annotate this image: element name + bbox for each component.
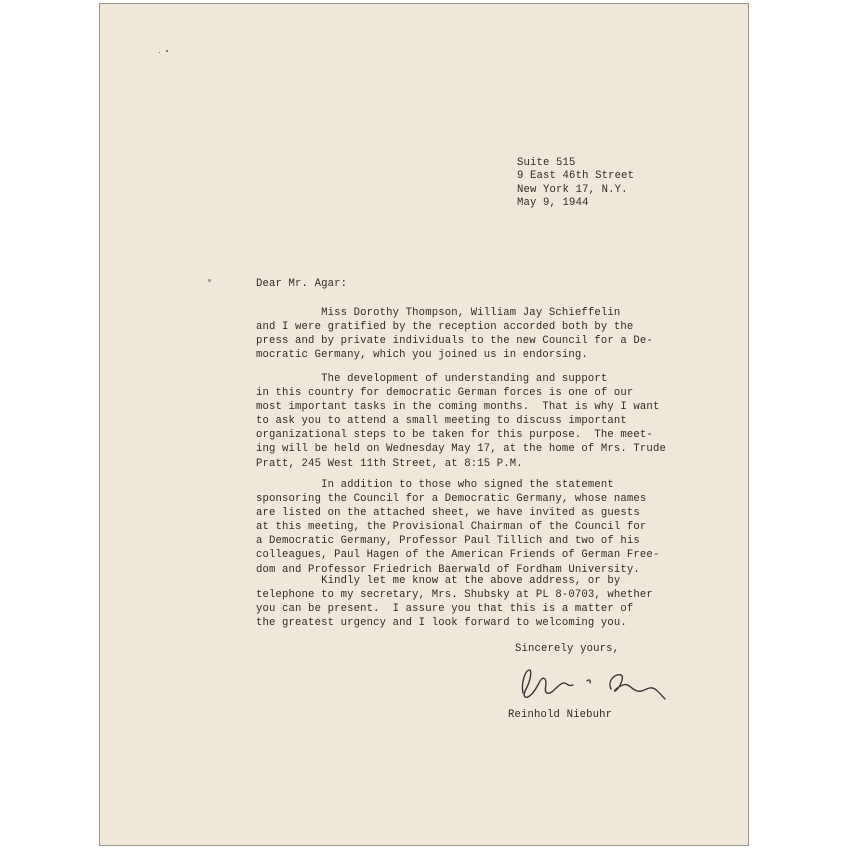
paragraph-line: a Democratic Germany, Professor Paul Tillich and two of his xyxy=(256,535,640,548)
address-street: 9 East 46th Street xyxy=(517,170,635,183)
salutation: Dear Mr. Agar: xyxy=(256,278,348,290)
paragraph-line: ing will be held on Wednesday May 17, at the home of Mrs. Trude xyxy=(256,443,666,456)
paragraph-line: organizational steps to be taken for this purpose. The meet- xyxy=(256,429,653,442)
paragraph-4 xyxy=(256,574,653,630)
letter-date: May 9, 1944 xyxy=(517,197,589,210)
paragraph-line: The development of understanding and support xyxy=(256,373,608,385)
paragraph-line: are listed on the attached sheet, we have invited as guests xyxy=(256,507,640,520)
return-address xyxy=(517,157,634,211)
paper-speck xyxy=(208,279,211,282)
paragraph-2 xyxy=(256,372,666,471)
paragraph-line: the greatest urgency and I look forward to welcoming you. xyxy=(256,617,627,630)
address-city: New York 17, N.Y. xyxy=(517,183,628,196)
paragraph-line: in this country for democratic German forces is one of our xyxy=(256,387,634,400)
complimentary-close: Sincerely yours, xyxy=(515,643,620,655)
paragraph-line: press and by private individuals to the new Council for a De- xyxy=(256,335,653,348)
paragraph-line: most important tasks in the coming months. That is why I want xyxy=(256,401,660,414)
paragraph-line: Kindly let me know at the above address, or by xyxy=(256,575,621,587)
paragraph-line: and I were gratified by the reception accorded both by the xyxy=(256,321,634,334)
paragraph-line: Pratt, 245 West 11th Street, at 8:15 P.M. xyxy=(256,457,523,470)
paragraph-line: to ask you to attend a small meeting to discuss important xyxy=(256,415,627,428)
signer-name: Reinhold Niebuhr xyxy=(508,709,613,721)
handwritten-signature xyxy=(515,659,670,707)
paper-speck xyxy=(159,52,160,53)
letter-page xyxy=(99,3,749,846)
paragraph-line: you can be present. I assure you that this is a matter of xyxy=(256,603,634,616)
paper-speck xyxy=(166,50,168,52)
paragraph-line: Miss Dorothy Thompson, William Jay Schieffelin xyxy=(256,307,621,319)
paragraph-1 xyxy=(256,306,653,362)
paragraph-line: mocratic Germany, which you joined us in endorsing. xyxy=(256,349,588,362)
paragraph-line: telephone to my secretary, Mrs. Shubsky at PL 8-0703, whether xyxy=(256,589,653,602)
paragraph-3 xyxy=(256,478,659,577)
paragraph-line: In addition to those who signed the statement xyxy=(256,479,614,491)
paragraph-line: at this meeting, the Provisional Chairman of the Council for xyxy=(256,521,647,534)
paragraph-line: colleagues, Paul Hagen of the American Friends of German Free- xyxy=(256,549,660,562)
address-suite: Suite 515 xyxy=(517,157,576,169)
paragraph-line: sponsoring the Council for a Democratic Germany, whose names xyxy=(256,493,647,506)
paragraph-line: dom and Professor Friedrich Baerwald of Fordham University. xyxy=(256,563,640,576)
